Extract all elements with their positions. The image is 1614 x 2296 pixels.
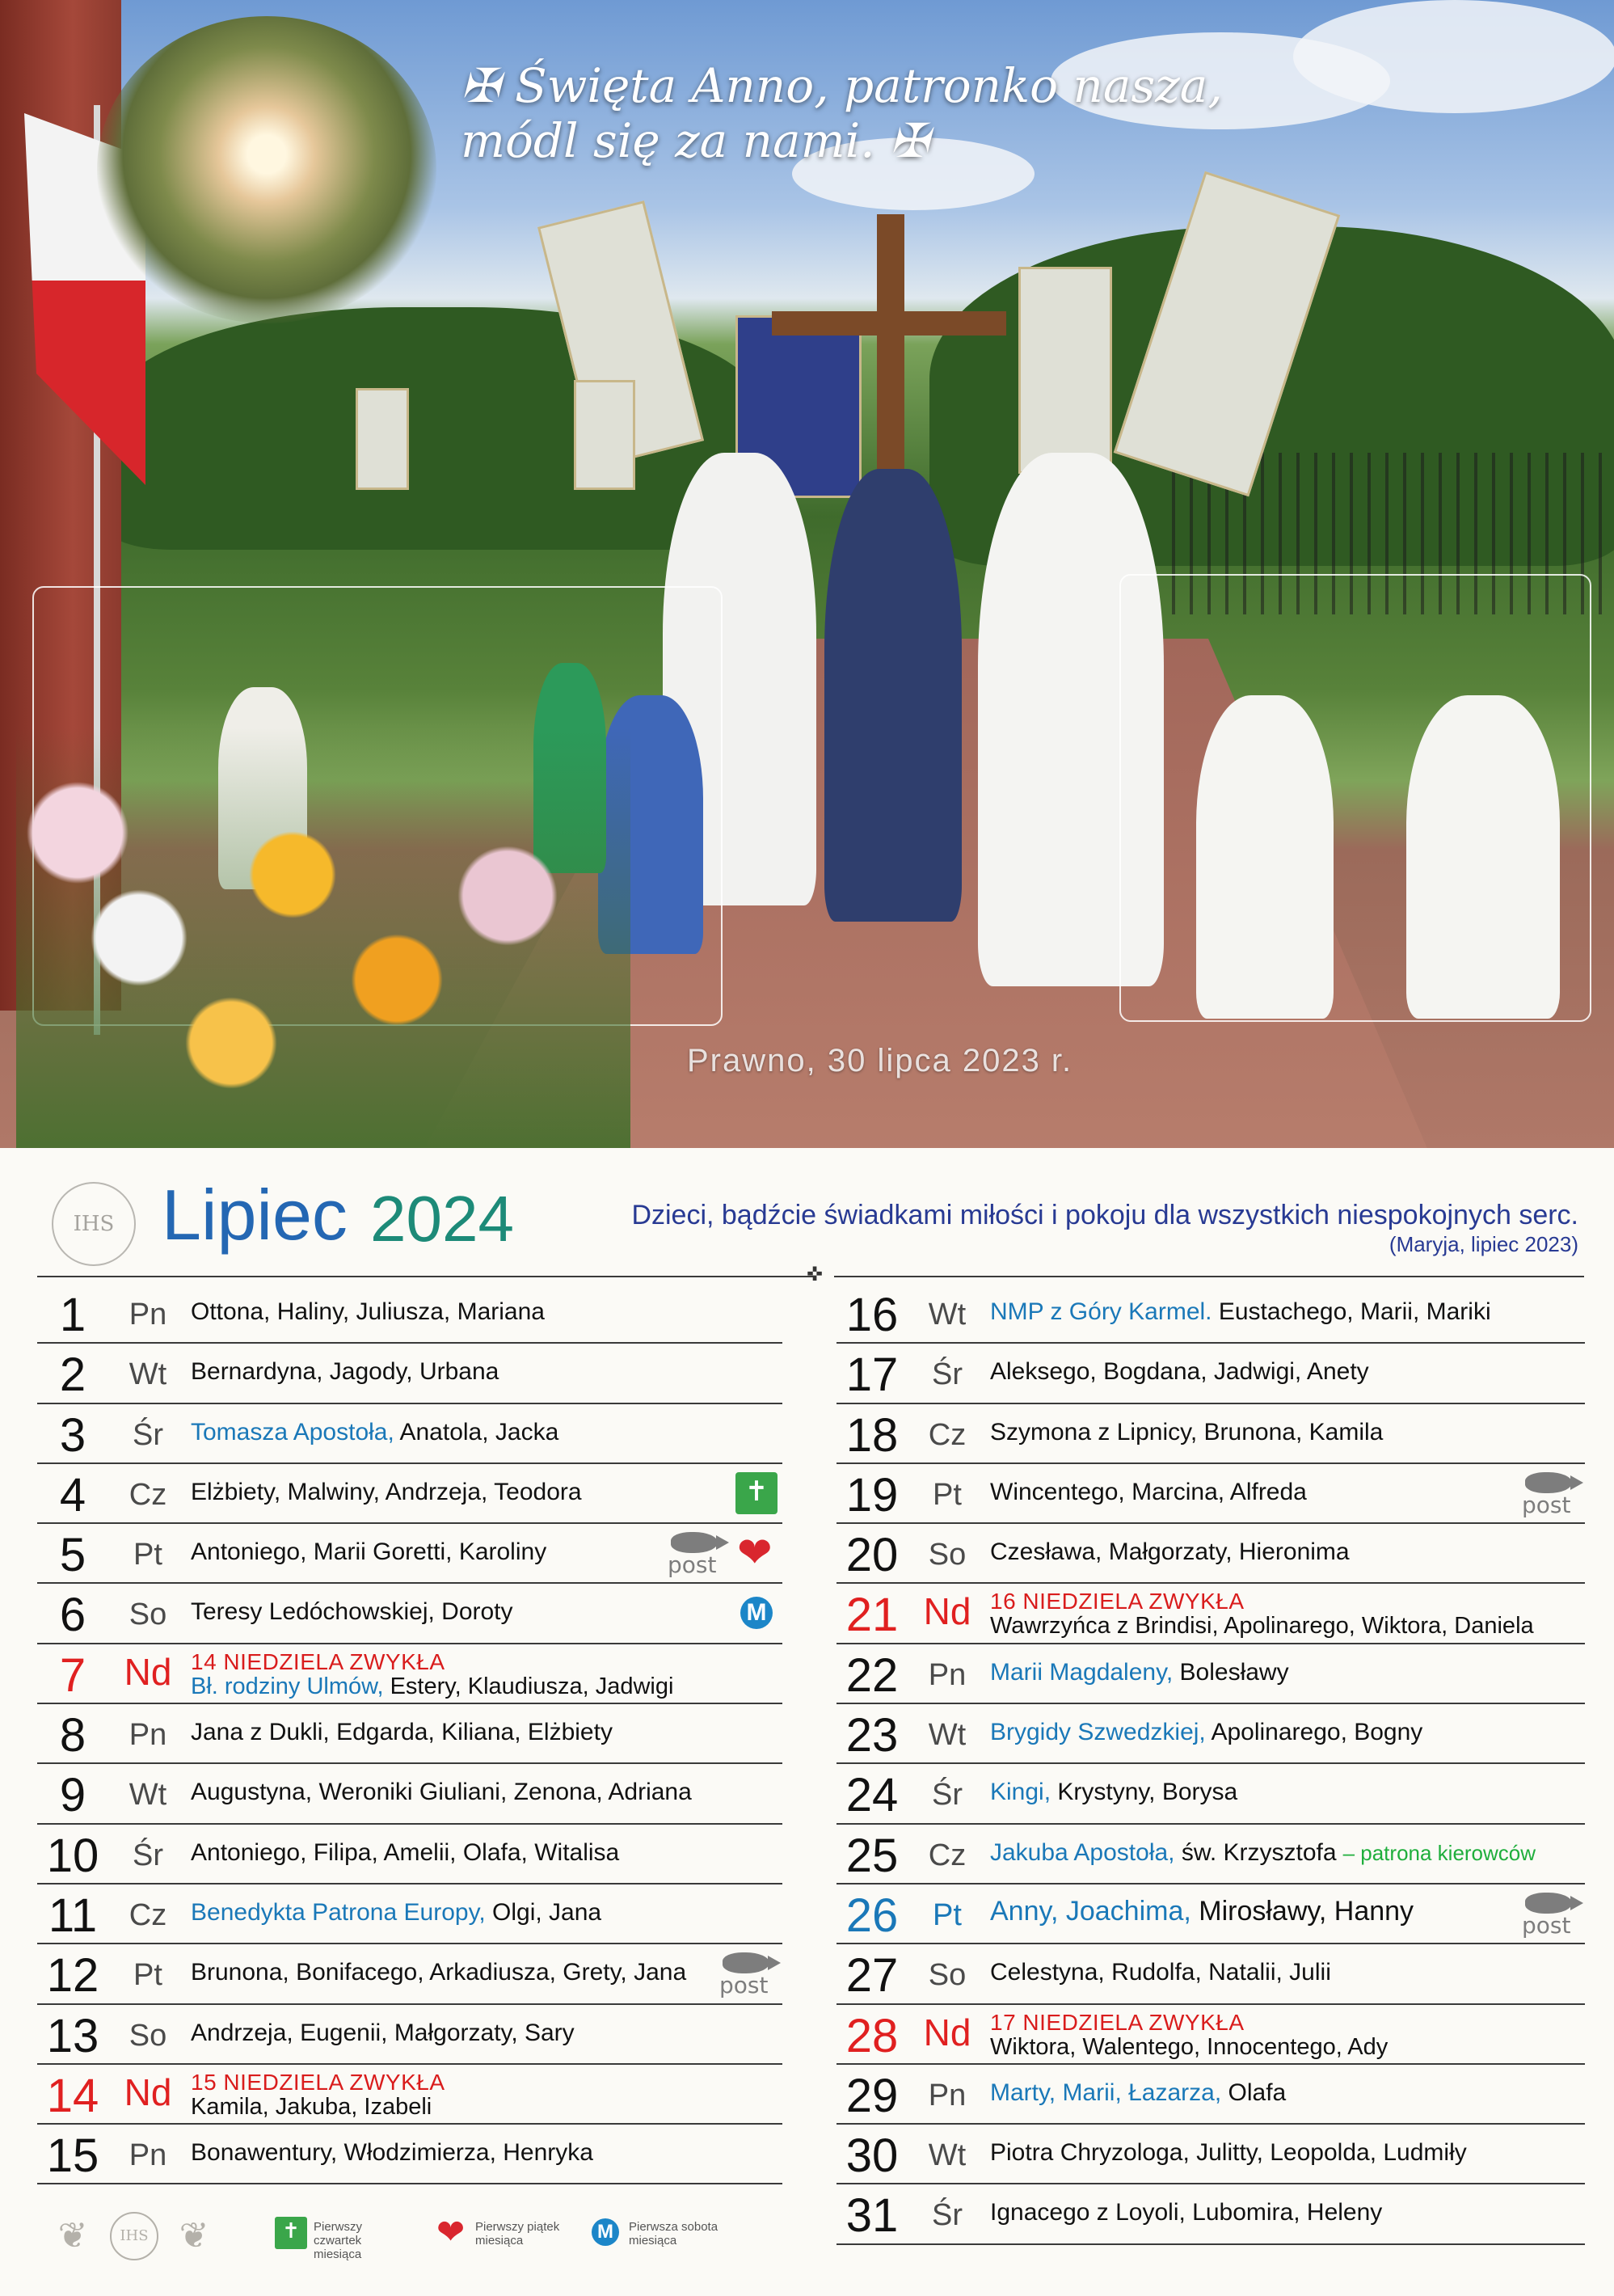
- name-days: [191, 1719, 613, 1746]
- immaculate-heart-icon: [735, 1592, 778, 1634]
- weekday-abbr: Cz: [928, 1838, 967, 1872]
- name-days: [990, 1779, 1237, 1806]
- calendar-day-row: [37, 1944, 782, 2004]
- first-thursday-icon: [735, 1472, 778, 1514]
- procession-banner: [574, 380, 635, 490]
- name-days: [990, 1959, 1331, 1986]
- photo-caption: Prawno, 30 lipca 2023 r.: [687, 1043, 1073, 1078]
- day-number: 14: [46, 2069, 99, 2122]
- name-days: [990, 1538, 1350, 1566]
- day-number: 23: [845, 1709, 899, 1762]
- calendar-day-row: [37, 1825, 782, 1884]
- name-days: [191, 2139, 593, 2167]
- weekday-abbr: Śr: [932, 2198, 963, 2233]
- prayer-text: [461, 58, 1269, 168]
- weekday-abbr: Śr: [133, 1417, 163, 1452]
- calendar-day-row: [836, 1524, 1585, 1584]
- name-days: [990, 2034, 1388, 2061]
- weekday-abbr: Pt: [133, 1538, 162, 1572]
- weekday-abbr: Wt: [928, 2138, 967, 2173]
- calendar-day-row: [836, 1584, 1585, 1644]
- name-list: Antoniego, Filipa, Amelii, Olafa, Witalisa: [191, 1838, 620, 1866]
- name-list: Aleksego, Bogdana, Jadwigi, Anety: [990, 1358, 1369, 1386]
- name-days: [990, 1896, 1414, 1927]
- weekday-abbr: Wt: [928, 1718, 967, 1753]
- calendar-day-row: [37, 1464, 782, 1524]
- weekday-abbr: Wt: [129, 1778, 167, 1813]
- fasting-fish-icon: [663, 1530, 726, 1577]
- weekday-abbr: Wt: [129, 1357, 167, 1392]
- name-list: Szymona z Lipnicy, Brunona, Kamila: [990, 1418, 1384, 1446]
- name-list: Elżbiety, Malwiny, Andrzeja, Teodora: [191, 1478, 582, 1505]
- name-list: Olgi, Jana: [485, 1898, 602, 1926]
- name-list: Eustachego, Marii, Mariki: [1212, 1298, 1491, 1325]
- calendar-day-row: [836, 1464, 1585, 1524]
- name-days: [990, 1419, 1383, 1446]
- name-days: [990, 1298, 1491, 1326]
- day-number: 15: [46, 2129, 99, 2183]
- day-number: 8: [59, 1709, 86, 1762]
- day-number: 26: [845, 1889, 899, 1942]
- legend: [48, 2212, 776, 2269]
- legend-label: Pierwszy piątek miesiąca: [475, 2220, 560, 2247]
- name-list: Anatola, Jacka: [394, 1418, 559, 1446]
- fireman: [824, 469, 962, 922]
- name-list: św. Krzysztofa: [1174, 1838, 1337, 1866]
- divider-ornament-icon: ✜: [807, 1264, 824, 1285]
- prayer-line: módl się za nami. ✠: [461, 113, 929, 168]
- calendar-day-row: [836, 1284, 1585, 1344]
- name-list: Ottona, Haliny, Juliusza, Mariana: [191, 1298, 545, 1325]
- day-number: 28: [845, 2009, 899, 2062]
- name-days: [191, 2094, 432, 2121]
- feast-note: – patrona kierowców: [1342, 1840, 1536, 1865]
- sunday-title: 14 NIEDZIELA ZWYKŁA: [191, 1648, 445, 1674]
- day-number: 19: [845, 1468, 899, 1522]
- name-days: [191, 1959, 686, 1986]
- fish-icon: [1525, 1893, 1572, 1914]
- name-list: Piotra Chryzologa, Julitty, Leopolda, Ludmiły: [990, 2139, 1467, 2167]
- calendar-day-row: [836, 2184, 1585, 2244]
- day-number: 5: [59, 1529, 86, 1582]
- weekday-abbr: Nd: [923, 2011, 971, 2053]
- legend-label: Pierwsza sobota miesiąca: [629, 2220, 719, 2247]
- calendar-day-row: [836, 1404, 1585, 1464]
- feast-name: Jakuba Apostoła,: [990, 1838, 1175, 1866]
- name-list: Jana z Dukli, Edgarda, Kiliana, Elżbiety: [191, 1719, 613, 1746]
- calendar-day-row: [37, 1344, 782, 1403]
- immaculate-heart-icon: [590, 2217, 622, 2249]
- day-number: 2: [59, 1348, 86, 1402]
- day-number: 24: [845, 1769, 899, 1822]
- day-number: 18: [845, 1408, 899, 1462]
- name-days: [191, 1779, 692, 1806]
- weekday-abbr: So: [129, 1597, 167, 1632]
- calendar-day-row: [37, 2005, 782, 2065]
- day-number: 12: [46, 1949, 99, 2003]
- feast-name: NMP z Góry Karmel.: [990, 1298, 1212, 1325]
- name-days: [191, 1479, 582, 1506]
- calendar-day-row: [836, 2125, 1585, 2184]
- name-days: [191, 1538, 546, 1566]
- day-number: 27: [845, 1949, 899, 2003]
- weekday-abbr: Pn: [129, 1718, 167, 1753]
- day-number: 20: [845, 1529, 899, 1582]
- calendar-day-row: [836, 1764, 1585, 1824]
- fish-icon: [723, 1952, 769, 1973]
- feast-name: Marty, Marii, Łazarza,: [990, 2079, 1222, 2106]
- name-days: [990, 2079, 1286, 2107]
- calendar-day-row: [836, 2065, 1585, 2125]
- calendar-day-row: [37, 2065, 782, 2125]
- sunday-title: 15 NIEDZIELA ZWYKŁA: [191, 2069, 445, 2095]
- ihs-icon: IHS: [110, 2212, 158, 2260]
- feast-name: Benedykta Patrona Europy,: [191, 1898, 486, 1926]
- name-list: Olafa: [1221, 2079, 1287, 2106]
- calendar-day-row: [37, 1704, 782, 1764]
- day-number: 17: [845, 1348, 899, 1402]
- name-list: Ignacego z Loyoli, Lubomira, Heleny: [990, 2199, 1383, 2226]
- weekday-abbr: Cz: [129, 1897, 167, 1932]
- name-list: Wincentego, Marcina, Alfreda: [990, 1478, 1307, 1505]
- fish-icon: [1525, 1472, 1572, 1493]
- name-list: Krystyny, Borysa: [1051, 1779, 1238, 1806]
- day-number: 11: [48, 1889, 98, 1942]
- name-list: Bernardyna, Jagody, Urbana: [191, 1358, 499, 1386]
- name-list: Wawrzyńca z Brindisi, Apolinarego, Wiktora, Daniela: [990, 1613, 1534, 1640]
- name-list: Bonawentury, Włodzimierza, Henryka: [191, 2139, 593, 2167]
- divider: [37, 1276, 813, 1277]
- weekday-abbr: Nd: [923, 1590, 971, 1633]
- calendar-day-row: [836, 1944, 1585, 2004]
- day-number: 21: [845, 1589, 899, 1642]
- feast-name: Brygidy Szwedzkiej,: [990, 1719, 1206, 1746]
- sacred-heart-icon: [436, 2217, 469, 2249]
- feast-name: Marii Magdaleny,: [990, 1658, 1174, 1686]
- name-days: [990, 1613, 1534, 1640]
- calendar-day-row: [37, 2125, 782, 2184]
- weekday-abbr: So: [928, 1958, 967, 1993]
- name-list: Bolesławy: [1173, 1658, 1289, 1686]
- weekday-abbr: Cz: [928, 1417, 967, 1452]
- name-days: [191, 1358, 499, 1386]
- day-number: 25: [845, 1829, 899, 1882]
- calendar-day-row: [836, 1825, 1585, 1884]
- sunday-title: 16 NIEDZIELA ZWYKŁA: [990, 1589, 1245, 1614]
- day-number: 10: [46, 1829, 99, 1882]
- day-number: 1: [59, 1289, 86, 1341]
- message-source: (Maryja, lipiec 2023): [1389, 1232, 1578, 1256]
- first-thursday-icon: [275, 2217, 307, 2249]
- weekday-abbr: Śr: [133, 1838, 163, 1872]
- weekday-abbr: Pn: [928, 1657, 967, 1692]
- name-days: [990, 1719, 1422, 1746]
- name-days: [191, 1598, 513, 1626]
- weekday-abbr: Nd: [124, 2070, 172, 2113]
- weekday-abbr: So: [928, 1538, 967, 1572]
- post-label: post: [719, 1972, 769, 1999]
- feast-name: Kingi,: [990, 1779, 1051, 1806]
- name-list: Kamila, Jakuba, Izabeli: [191, 2093, 432, 2120]
- name-days: [191, 1673, 673, 1700]
- weekday-abbr: Cz: [129, 1477, 167, 1512]
- weekday-abbr: Śr: [932, 1357, 963, 1392]
- legend-label: Pierwszy czwartek miesiąca: [314, 2220, 363, 2261]
- name-days: [990, 2139, 1467, 2167]
- name-list: Mirosławy, Hanny: [1190, 1895, 1414, 1927]
- ornament-icon: ❦: [57, 2216, 88, 2256]
- weekday-abbr: So: [129, 2018, 167, 2053]
- name-list: Brunona, Bonifacego, Arkadiusza, Grety, Jana: [191, 1959, 687, 1986]
- weekday-abbr: Pt: [133, 1958, 162, 1993]
- procession-banner: [1018, 267, 1112, 474]
- name-days: [990, 1479, 1307, 1506]
- post-label: post: [1522, 1491, 1571, 1518]
- day-number: 4: [59, 1468, 86, 1522]
- weekday-abbr: Pn: [129, 1298, 167, 1332]
- monthly-message: Dzieci, bądźcie świadkami miłości i pokoju dla wszystkich niespokojnych serc.: [631, 1200, 1578, 1230]
- post-label: post: [668, 1551, 717, 1579]
- weekday-abbr: Pt: [933, 1897, 962, 1932]
- sacred-heart-icon: [735, 1532, 778, 1574]
- name-days: [191, 2020, 575, 2047]
- calendar-day-row: [37, 1644, 782, 1704]
- feast-name: Tomasza Apostoła,: [191, 1418, 394, 1446]
- day-number: 16: [845, 1289, 899, 1341]
- ornament-icon: ❦: [179, 2216, 209, 2256]
- day-number: 9: [59, 1769, 86, 1822]
- calendar-day-row: [37, 1524, 782, 1584]
- feast-name: Bł. rodziny Ulmów,: [191, 1673, 384, 1699]
- weekday-abbr: Śr: [932, 1778, 963, 1813]
- day-number: 7: [59, 1648, 86, 1702]
- calendar-day-row: [836, 2005, 1585, 2065]
- cloud: [1293, 0, 1614, 113]
- calendar-day-row: [836, 1884, 1585, 1944]
- day-number: 3: [59, 1408, 86, 1462]
- name-days: [990, 1839, 1536, 1867]
- name-list: Andrzeja, Eugenii, Małgorzaty, Sary: [191, 2019, 575, 2046]
- weekday-abbr: Pn: [129, 2138, 167, 2173]
- day-number: 30: [845, 2129, 899, 2183]
- fasting-fish-icon: [1517, 1471, 1580, 1517]
- name-list: Wiktora, Walentego, Innocentego, Ady: [990, 2033, 1389, 2060]
- ihs-logo-icon: IHS: [52, 1182, 136, 1266]
- name-days: [191, 1899, 601, 1927]
- feast-name: Anny, Joachima,: [990, 1895, 1191, 1927]
- calendar-day-row: [37, 1404, 782, 1464]
- calendar-column-left: [37, 1284, 782, 2184]
- post-label: post: [1522, 1911, 1571, 1939]
- name-days: [191, 1419, 558, 1446]
- fish-icon: [671, 1532, 718, 1553]
- processional-cross-bar: [772, 311, 1006, 336]
- name-list: Teresy Ledóchowskiej, Doroty: [191, 1598, 513, 1626]
- divider: [834, 1276, 1584, 1277]
- name-list: Antoniego, Marii Goretti, Karoliny: [191, 1538, 547, 1566]
- name-list: Czesława, Małgorzaty, Hieronima: [990, 1538, 1350, 1566]
- year-title: 2024: [370, 1183, 514, 1255]
- calendar-day-row: [836, 1644, 1585, 1704]
- name-days: [990, 1358, 1369, 1386]
- name-days: [990, 1659, 1289, 1686]
- calendar-day-row: [37, 1884, 782, 1944]
- day-number: 13: [46, 2009, 99, 2062]
- calendar-day-row: [37, 1764, 782, 1824]
- fasting-fish-icon: [714, 1951, 778, 1998]
- day-number: 29: [845, 2069, 899, 2122]
- calendar-column-right: [836, 1284, 1585, 2245]
- flowers: [16, 728, 630, 1148]
- saint-anne-image: [97, 16, 436, 323]
- name-list: Celestyna, Rudolfa, Natalii, Julii: [990, 1959, 1331, 1986]
- prayer-line: ✠ Święta Anno, patronko nasza,: [461, 58, 1223, 113]
- calendar-day-row: [37, 1584, 782, 1644]
- name-list: Apolinarego, Bogny: [1205, 1719, 1423, 1746]
- weekday-abbr: Wt: [928, 1298, 967, 1332]
- photo-frame: [1119, 574, 1591, 1022]
- weekday-abbr: Pt: [933, 1477, 962, 1512]
- calendar-day-row: [836, 1704, 1585, 1764]
- name-days: [191, 1298, 545, 1326]
- name-list: Augustyna, Weroniki Giuliani, Zenona, Adriana: [191, 1779, 692, 1806]
- procession-banner: [356, 388, 409, 490]
- name-days: [191, 1839, 619, 1867]
- day-number: 22: [845, 1648, 899, 1702]
- weekday-abbr: Pn: [928, 2078, 967, 2112]
- sunday-title: 17 NIEDZIELA ZWYKŁA: [990, 2009, 1245, 2035]
- day-number: 31: [845, 2189, 899, 2243]
- calendar-day-row: [836, 1344, 1585, 1403]
- weekday-abbr: Nd: [124, 1650, 172, 1693]
- month-title: Lipiec: [162, 1175, 348, 1255]
- day-number: 6: [59, 1589, 86, 1642]
- name-list: Estery, Klaudiusza, Jadwigi: [383, 1673, 674, 1699]
- fasting-fish-icon: [1517, 1891, 1580, 1938]
- calendar-day-row: [37, 1284, 782, 1344]
- name-days: [990, 2199, 1382, 2226]
